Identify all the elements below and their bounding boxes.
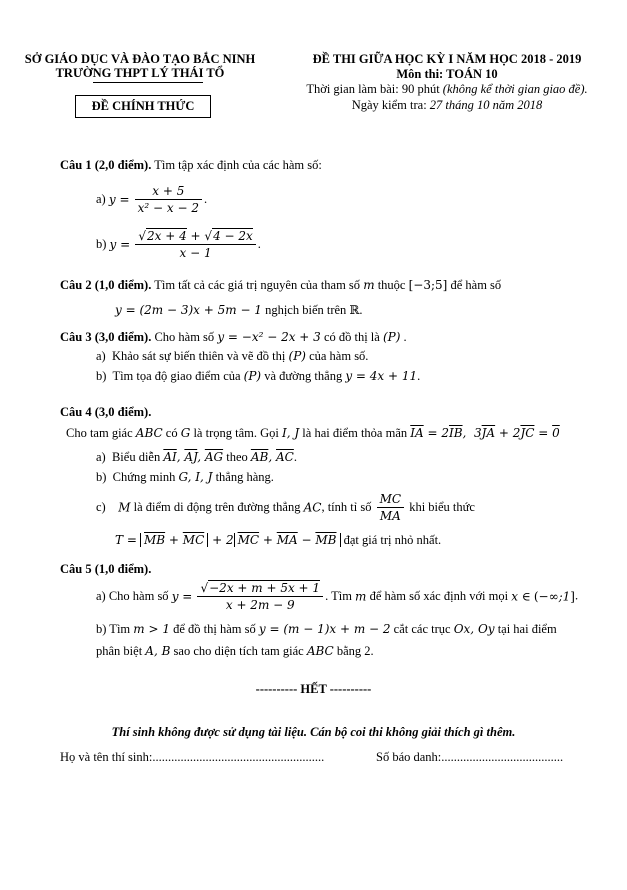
question-4-title: Câu 4 (3,0 điểm).: [60, 405, 152, 419]
question-4c: c) M là điểm di động trên đường thẳng AC, tính tỉ số $\frac{MC}{MA}$ khi biểu thức: [96, 492, 475, 523]
candidate-name-field: Họ và tên thí sinh:.......................................................: [60, 750, 325, 764]
question-1: Câu 1 (2,0 điểm). Tìm tập xác định của các hàm số:: [60, 158, 322, 172]
question-5a: a) Cho hàm số y = $\frac{√-2x + m + 5x + 1}{x + 2m - 9}$ . Tìm m để hàm số xác định với mọi x ∈ (−∞;1].: [96, 581, 579, 612]
official-exam-box: ĐỀ CHÍNH THỨC: [75, 95, 211, 118]
question-4a: a) Biểu diễn $\overline{AI}$, $\overline{AJ}$, $\overline{AG}$ theo $\overline{AB}$, $\overline{AC}$.: [96, 450, 297, 464]
candidate-id-field: Số báo danh:.......................................: [376, 750, 564, 764]
question-4c-expression: $T = \overline{MB} + \overline{MC} + 2$ $\overline{MC} + \overline{MA} - \overline{MB}$ đạt giá trị nhỏ nhất.: [115, 533, 442, 547]
question-5b: b) Tìm m > 1 để đồ thị hàm số y = (m − 1)x + m − 2 cắt các trục Ox, Oy tại hai điểm: [96, 622, 557, 636]
end-marker: ---------- HẾT ----------: [255, 682, 372, 696]
time-allowed: Thời gian làm bài: 90 phút (không kể thời gian giao đề).: [306, 82, 588, 96]
question-1b: b) y = $\frac{√2x + 4 + √4 - 2x}{x - 1}$ .: [96, 229, 261, 260]
exam-title: ĐỀ THI GIỮA HỌC KỲ I NĂM HỌC 2018 - 2019: [312, 52, 582, 66]
question-3b: b) Tìm tọa độ giao điểm của (P) và đường thẳng y = 4x + 11.: [96, 369, 421, 383]
question-1a: a) y = $\frac{x + 5}{\text{x² − x − 2}}$ .: [96, 184, 208, 215]
question-4-intro: Cho tam giác ABC có G là trọng tâm. Gọi I, J là hai điểm thỏa mãn $\overline{IA} = 2\overline{IB}$, $3\overline{JA} + 2\overline{JC} = 0$: [66, 426, 560, 440]
question-2: Câu 2 (1,0 điểm). Tìm tất cả các giá trị nguyên của tham số m thuộc [−3;5] để hàm số: [60, 278, 502, 292]
question-5b-cont: phân biệt A, B sao cho diện tích tam giác ABC bằng 2.: [96, 644, 374, 658]
exam-subject: Môn thi: TOÁN 10: [396, 67, 498, 81]
exam-note: Thí sinh không được sử dụng tài liệu. Cán bộ coi thi không giải thích gì thêm.: [111, 725, 516, 739]
question-4b: b) Chứng minh G, I, J thẳng hàng.: [96, 470, 274, 484]
question-5-title: Câu 5 (1,0 điểm).: [60, 562, 152, 576]
exam-date: Ngày kiểm tra: 27 tháng 10 năm 2018: [351, 98, 543, 112]
department-name: SỞ GIÁO DỤC VÀ ĐÀO TẠO BẮC NINH: [24, 52, 256, 66]
question-2-function: y = (2m − 3)x + 5m − 1 nghịch biến trên ℝ.: [115, 303, 363, 317]
question-3: Câu 3 (3,0 điểm). Cho hàm số y = −x² − 2x + 3 có đồ thị là (P) .: [60, 330, 407, 344]
question-3a: a) Khảo sát sự biến thiên và vẽ đồ thị (P) của hàm số.: [96, 349, 369, 363]
school-underline: [93, 82, 203, 83]
school-name: TRƯỜNG THPT LÝ THÁI TỔ: [55, 66, 225, 80]
